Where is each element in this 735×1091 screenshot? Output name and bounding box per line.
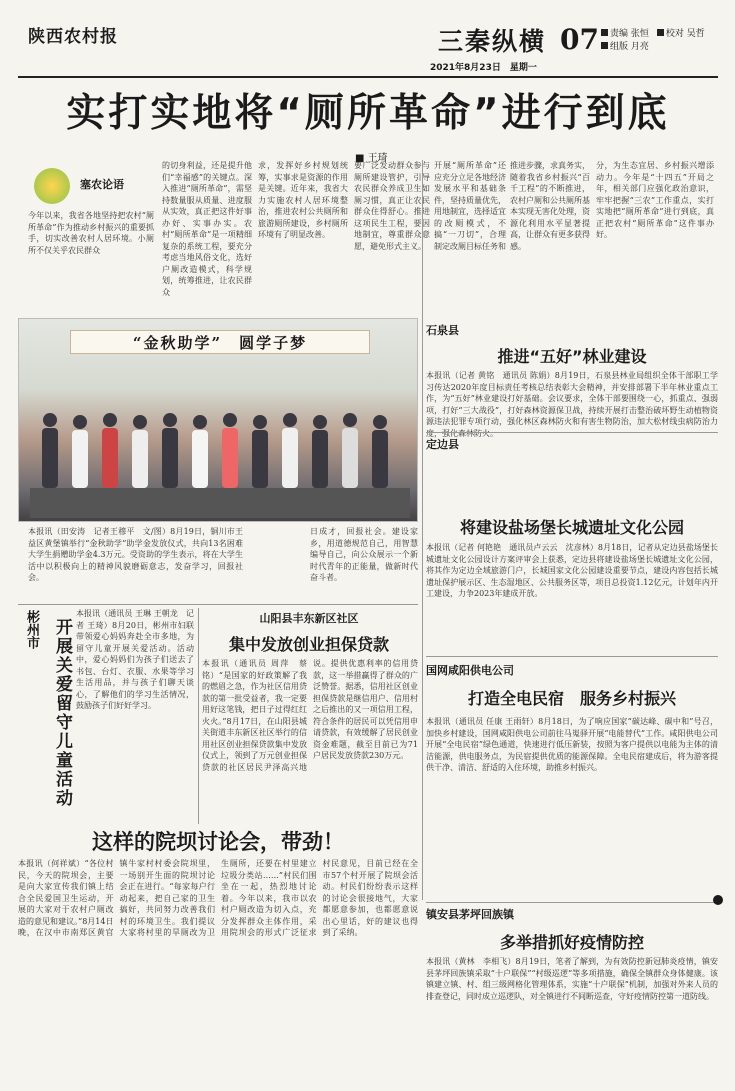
masthead-logo: 陕西农村报 (28, 27, 118, 47)
end-mark-icon (713, 895, 723, 905)
editorial-paragraph-5: 要广泛发动群众参与厕所建设管护，引导农民群众养成卫生如厕习惯，真正让农民群众住得舒心。推进这项民生工程，要因地制宜，尊重群众意愿，避免形式主义。 (354, 161, 430, 251)
page-name: 三秦纵横 (438, 27, 547, 56)
layout-credit: 组版 月亮 (610, 42, 649, 52)
dateline: 2021年8月23日 星期一 (430, 63, 537, 73)
section-divider (18, 604, 418, 605)
editorial-paragraph-2 (162, 160, 252, 320)
xianyang-body: 本报讯（通讯员 任康 王雨轩）8月18日，为了响应国家“碳达峰、碳中和”号召，加快乡村建设，国网咸阳供电公司前往马嵬驿开展“电能替代”工作。咸阳供电公司开展“全电民宿”绿色通道，快速进行低压新装，按照为客户提供以电能为主体的清洁能源，供电服务点，为民宿提供优质的能源保障。全电民宿建成后，将为游客提供干净、清洁、舒适的入住环境，助推乡村振兴。 (426, 717, 718, 772)
shanyang-title: 集中发放创业担保贷款 (228, 635, 389, 654)
photo-caption-continued: 日成才，回报社会。建设家乡，用道德规范自己，用智慧编导自己，向公众展示一个新时代青年的正能量，做新时代奋斗者。 (310, 527, 418, 582)
editorial-text-2: 的切身利益，还是提升他们“幸福感”的关键点。深入推进“厕所革命”，需坚持数量服从质量、进度服从实效，真正把这件好事办好、实事办实。 (162, 161, 252, 228)
dingbian-body: 本报讯（记者 何艳艳 通讯员卢云云 沈彦林）8月18日，记者从定边县盐场堡长城遗址文化公园设计方案评审会上获悉，定边县将建设盐场堡长城遗址文化公园，将其作为定边全域旅游门户，长城国家文化公园建设重要节点，建设内容包括长城遗址保护展示区、生态湿地区、公共服务区等，项目总投资1.12亿元，计划年内开工建设，力争2023年建成开放。 (426, 543, 718, 598)
proofreader-credit: 校对 吴哲 (665, 29, 705, 39)
dingbian-title: 将建设盐场堡长城遗址文化公园 (459, 518, 684, 537)
shanyang-county: 山阳县丰东新区社区 (259, 612, 359, 625)
photo-caption: 本报讯（田安涛 记者王穆平 文/图）8月19日，铜川市王益区黄堡镇举行“金秋助学”助学金发放仪式，共向13名困难大学生捐赠助学金4.3万元。受资助的学生表示，将在大学生活中以积极向上的精神风貌磨砺意志，发奋学习，回报社会。 (28, 527, 243, 582)
shiquan-county: 石泉县 (426, 324, 459, 337)
editor-credit: 责编 张恒 (610, 29, 649, 39)
zhenan-title: 多举措抓好疫情防控 (499, 933, 644, 952)
section-divider (426, 902, 718, 903)
editorial-paragraph-6: 开展“厕所革命”还应充分立足各地经济发展水平和基础条件，坚持质量优先，用地制宜，选择适宜的改厕模式，不搞“一刀切”，合理制定改厕目标任务和 (434, 161, 506, 251)
zhenan-body: 本报讯（黄林 李相飞）8月19日，笔者了解到，为有效防控新冠肺炎疫情，镇安县茅坪回族镇采取“十户联保”“村级巡逻”等多项措施，确保全镇群众身体健康。该镇建立镇、村、组三级网格化管理体系，实施“十户联保”机制，加强对外来人员的排查登记，同时成立巡逻队，对全镇进行不间断巡查，守好疫情防控第一道防线。 (426, 957, 718, 1001)
editorial-paragraph-1: 今年以来，我省各地坚持把农村“厕所革命”作为推动乡村振兴的重要抓手，切实改善农村人居环境。小厕所不仅关乎农民群众 (28, 211, 154, 255)
byline-name: 王琦 (367, 153, 388, 164)
column-divider (422, 160, 423, 900)
xianyang-county: 国网咸阳供电公司 (426, 664, 514, 677)
main-story-body: 本报讯（何祥斌）“各位村民，今天的院坝会，主要是向大家宣传我们镇上结合全民爱国卫生运动，开展的大家对于农村户厕改造的意见和建议。”8月14日晚，在汉中市南郑区黄官镇牛家村村委会院坝里，一场别开生面的院坝讨论会正在进行。“每家每户行动起来，把自己家的卫生搞好，共同努力改善我们村的环境卫生。我们提议大家将村里的旱厕改为卫生厕所，还要在村里建立垃圾分类站……”村民们围坐在一起，热烈地讨论着。今年以来，我市以农村户厕改造为切入点，充分发挥群众主体作用，采用院坝会的形式广泛征求村民意见，目前已经在全市57个村开展了院坝会活动。村民们纷纷表示这样的讨论会很接地气，大家都愿意参加，也都愿意说出心里话，好的建议也得到了采纳。 (18, 859, 418, 937)
column-divider (198, 608, 199, 824)
shiquan-title: 推进“五好”林业建设 (497, 347, 647, 366)
editorial-paragraph-4: 求，发挥好乡村规划统筹，实事求是资源的作用是关键。近年来，我省大力实施农村人居环境整治，推进农村公共厕所和旅游厕所建设，乡村厕所环境有了明显改善。 (258, 161, 348, 239)
staff-credits (601, 28, 731, 54)
section-divider (426, 432, 718, 433)
column-logo-icon (34, 168, 70, 204)
section-divider (426, 656, 718, 657)
photo-banner: “金秋助学” 圆学子梦 (70, 330, 370, 354)
headline-byline: ■ 王琦 (355, 153, 388, 164)
masthead-rule (18, 76, 718, 78)
binzhou-county: 彬州市 (24, 610, 39, 649)
editorial-text-3: 农村“厕所革命”是一项精细复杂的系统工程，要充分考虑当地风俗文化，选好户厕改造模式，科学规划，统筹推进，让农民群众 (162, 218, 252, 297)
dingbian-county: 定边县 (426, 438, 459, 451)
main-headline: 实打实地将“厕所革命”进行到底 (66, 91, 670, 136)
people-silhouettes (30, 400, 410, 518)
shiquan-body: 本报讯（记者 黄铭 通讯员 陈娟）8月19日，石泉县林业局组织全体干部职工学习传达2020年度目标责任考核总结表彰大会精神，并安排部署下半年林业重点工作，为“五好”林业建设打好基础。会议要求，全体干部要围绕一心，抓重点、强弱项，打好“三大战役”，打好森林资源保卫战，持续开展打击整治破坏野生动植物资源违法犯罪专项行动，强化林区森林防火和有害生物防治，加大松材线虫病防治力度，强化森林防火。 (426, 371, 718, 438)
column-logo-label: 塞农论语 (80, 178, 124, 191)
main-story-title: 这样的院坝讨论会，带劲！ (92, 830, 344, 854)
xianyang-title: 打造全电民宿 服务乡村振兴 (467, 689, 676, 708)
editorial-paragraph-8: 分，为生态宜居、乡村振兴增添动力。今年是“十四五”开局之年，相关部门应强化政治意识，牢牢把握“三农”工作重点，实打实地把“厕所革命”进行到底，真正把农村“厕所革命”这件事办好。 (596, 161, 714, 239)
binzhou-title: 开展关爱留守儿童活动 (52, 618, 72, 808)
zhenan-county: 镇安县茅坪回族镇 (426, 908, 514, 921)
editorial-paragraph-7: 推进步骤，求真务实，随着我省乡村振兴“百千工程”的不断推进，农村户厕和公共厕所基本实现无害化处理，资源化利用水平显著提高，让群众有更多获得感。 (510, 161, 590, 251)
page-number: 07 (560, 23, 599, 56)
shanyang-body: 本报讯（通讯员 周萍 蔡铭）“是国家的好政策解了我的燃眉之急，作为社区信用贷款的第一批受益者，我一定要用好这笔钱，把日子过得红红火火。”8月17日，在山阳县城关街道丰东新区社区举行的信用社区创业担保贷款集中发放仪式上，领到了万元创业担保贷款的社区居民尹泽高兴地说。提供优惠利率的信用贷款，这一举措赢得了群众的广泛赞誉。据悉，信用社区创业担保贷款是继信用户、信用村之后推出的又一项信用工程，符合条件的居民可以凭信用申请贷款，有效缓解了居民创业资金难题，截至目前已为71户居民发放贷款230万元。 (202, 659, 418, 772)
binzhou-body: 本报讯（通讯员 王琳 王朝龙 记者 王琦）8月20日，彬州市妇联带领爱心妈妈奔赴全市多地，为留守儿童开展关爱活动。活动中，爱心妈妈们为孩子们送去了书包、台灯、衣服、水果等学习生活用品，并与孩子们聊天谈心，了解他们的学习生活情况，鼓励孩子们好好学习。 (76, 609, 194, 710)
